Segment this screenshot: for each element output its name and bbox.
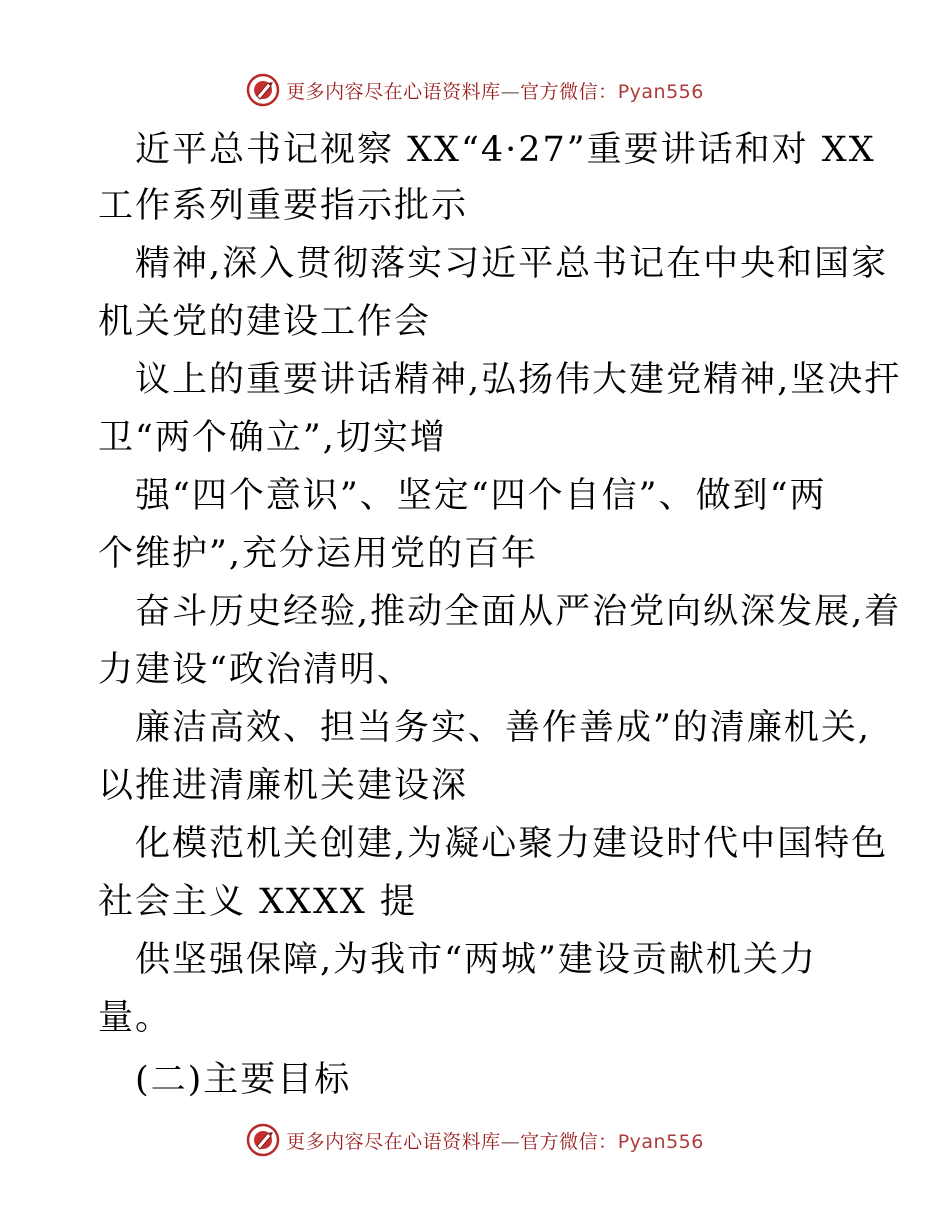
body-line: 廉洁高效、担当务实、善作善成”的清廉机关, — [135, 708, 872, 748]
body-line: 近平总书记视察 XX“4·27”重要讲话和对 XX — [135, 130, 876, 170]
body-line: 卫“两个确立”,切实增 — [98, 418, 447, 458]
body-line: 供坚强保障,为我市“两城”建设贡献机关力 — [135, 940, 817, 980]
body-line: 社会主义 XXXX 提 — [98, 882, 417, 922]
body-line: 以推进清廉机关建设深 — [98, 766, 469, 806]
watermark-text: 更多内容尽在心语资料库—官方微信：Pyan556 — [286, 1130, 704, 1153]
body-line: 机关党的建设工作会 — [98, 302, 432, 342]
pen-seal-logo-icon — [246, 1123, 280, 1157]
body-line: 工作系列重要指示批示 — [98, 186, 469, 226]
body-line: 精神,深入贯彻落实习近平总书记在中央和国家 — [135, 244, 889, 284]
pen-seal-logo-icon — [246, 73, 280, 107]
body-line: 化模范机关创建,为凝心聚力建设时代中国特色 — [135, 824, 889, 864]
body-line: 奋斗历史经验,推动全面从严治党向纵深发展,着 — [135, 592, 902, 632]
body-line: 个维护”,充分运用党的百年 — [98, 534, 539, 574]
watermark-banner-bottom — [0, 1120, 950, 1160]
watermark-banner-top — [0, 70, 950, 110]
watermark-text: 更多内容尽在心语资料库—官方微信：Pyan556 — [286, 80, 704, 103]
body-line: 力建设“政治清明、 — [98, 650, 414, 690]
body-line: 议上的重要讲话精神,弘扬伟大建党精神,坚决扞 — [135, 360, 902, 400]
body-line: 量。 — [98, 998, 173, 1038]
body-line: 强“四个意识”、坚定“四个自信”、做到“两 — [135, 476, 827, 516]
section-heading: (二)主要目标 — [135, 1060, 352, 1100]
